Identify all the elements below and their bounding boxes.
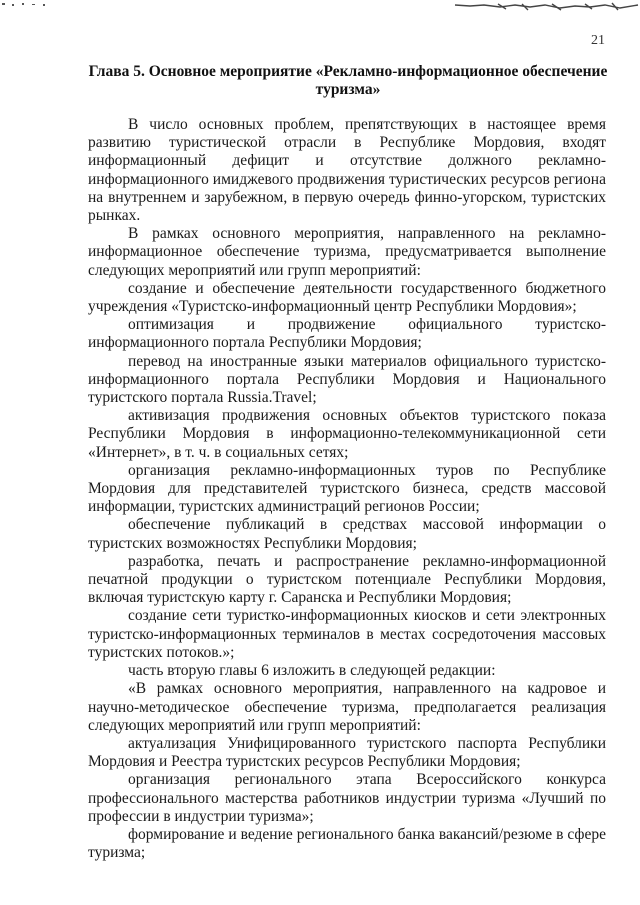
paragraph: создание и обеспечение деятельности государственного бюджетного учреждения «Туристско-информационный центр Республики Мордовия»;	[88, 279, 606, 316]
paragraph: разработка, печать и распространение рекламно-информационной печатной продукции о туристском потенциале Республики Мордовия, включая туристскую карту г. Саранска и Республики Мордовия;	[88, 552, 606, 607]
paragraph: часть вторую главы 6 изложить в следующей редакции:	[128, 662, 496, 680]
paragraph: обеспечение публикаций в средствах массовой информации о туристских возможностях Республики Мордовия;	[88, 516, 606, 552]
paragraph: оптимизация и продвижение официального туристско-информационного портала Республики Мордовия;	[88, 316, 606, 352]
paragraph: формирование и ведение регионального банка вакансий/резюме в сфере туризма;	[88, 825, 606, 862]
paragraph: В рамках основного мероприятия, направленного на рекламно-информационное обеспечение туризма, предусматривается выполнение следующих мероприятий или групп мероприятий:	[88, 225, 606, 279]
scan-edge-marks	[0, 0, 640, 14]
chapter-title: Глава 5. Основное мероприятие «Рекламно-информационное обеспечение туризма»	[88, 63, 608, 98]
page-number: 21	[591, 33, 605, 48]
document-body	[88, 116, 606, 862]
paragraph: «В рамках основного мероприятия, направленного на кадровое и научно-методическое обеспечение туризма, предполагается реализация следующих мероприятий или групп мероприятий:	[88, 680, 606, 734]
paragraph: организация регионального этапа Всероссийского конкурса профессионального мастерства работников индустрии туризма «Лучший по профессии в индустрии туризма»;	[88, 771, 606, 825]
paragraph: перевод на иностранные языки материалов официального туристско-информационного портала Республики Мордовия и Национального туристского портала Russia.Travel;	[88, 352, 606, 407]
paragraph: организация рекламно-информационных туров по Республике Мордовия для представителей туристского бизнеса, средств массовой информации, туристских администраций регионов России;	[88, 461, 606, 516]
paragraph: В число основных проблем, препятствующих в настоящее время развитию туристической отрасли в Республике Мордовия, входят информационный дефицит и отсутствие должного рекламно-информационного имиджевого продвижения туристических ресурсов региона на внутреннем и зарубежном, в первую очередь финно-угорском, туристских рынках.	[88, 116, 606, 225]
paragraph: создание сети туристко-информационных киосков и сети электронных туристско-информационных терминалов в местах сосредоточения массовых туристских потоков.»;	[88, 607, 606, 661]
paragraph: активизация продвижения основных объектов туристского показа Республики Мордовия в информационно-телекоммуникационной сети «Интернет», в т. ч. в социальных сетях;	[88, 407, 606, 461]
paragraph: актуализация Унифицированного туристского паспорта Республики Мордовия и Реестра туристских ресурсов Республики Мордовия;	[88, 734, 606, 771]
